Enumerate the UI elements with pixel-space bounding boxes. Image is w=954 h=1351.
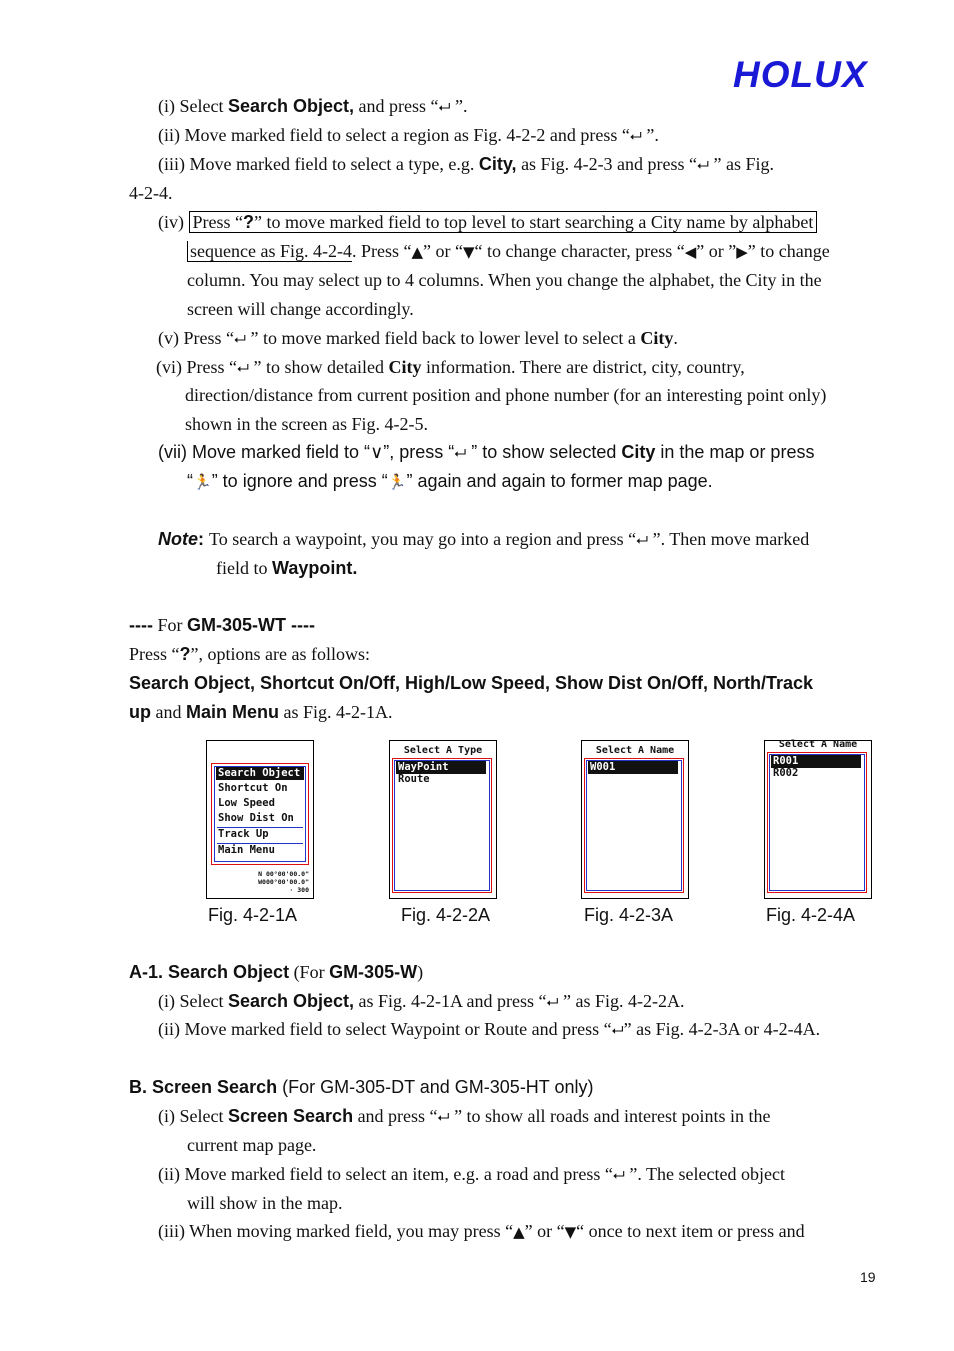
b-step-i: (i) Select Screen Search and press “⮠ ” to show all roads and interest points in the (158, 1102, 771, 1131)
scale-readout: · 300 (289, 886, 309, 894)
up-arrow-icon: ▲ (513, 1223, 525, 1241)
enter-icon: ⮠ (454, 444, 467, 462)
a1-step-i: (i) Select Search Object, as Fig. 4-2-1A and press “⮠ ” as Fig. 4-2-2A. (158, 987, 685, 1016)
enter-icon: ⮠ (437, 1108, 450, 1126)
b-step-iii: (iii) When moving marked field, you may press “▲” or “▼“ once to next item or press and (158, 1217, 805, 1246)
enter-icon: ⮠ (612, 1166, 625, 1184)
figure-4-2-1a (206, 740, 314, 899)
note-line2: field to Waypoint. (216, 558, 358, 578)
enter-icon: ⮠ (611, 1021, 624, 1039)
figure-title: Select A Name (778, 739, 858, 750)
b-step-ii: (ii) Move marked field to select an item, e.g. a road and press “⮠ ”. The selected object (158, 1160, 785, 1189)
enter-icon: ⮠ (438, 98, 451, 116)
step-iii-cont: 4-2-4. (129, 183, 173, 203)
figure-4-2-4a (764, 740, 872, 899)
caption-4-2-1a: Fig. 4-2-1A (208, 905, 298, 925)
menu-item-main-menu: Main Menu (218, 844, 275, 856)
step-iv: (iv) Press “?” to move marked field to top level to start searching a City name by alphabet (158, 208, 817, 236)
down-arrow-icon: ▼ (463, 243, 475, 261)
menu-item-show-dist: Show Dist On (218, 812, 294, 824)
b-heading: B. Screen Search (For GM-305-DT and GM-305-HT only) (129, 1077, 594, 1097)
step-ii: (ii) Move marked field to select a region as Fig. 4-2-2 and press “⮠ ”. (158, 121, 659, 150)
page-number: 19 (860, 1269, 876, 1285)
step-vii-line2: “🏃” to ignore and press “🏃” again and again to former map page. (187, 467, 713, 496)
note: Note: To search a waypoint, you may go into a region and press “⮠ ”. Then move marked (158, 525, 809, 554)
b-step-i-line2: current map page. (187, 1135, 317, 1155)
enter-icon: ⮠ (636, 531, 649, 549)
b-step-ii-line2: will show in the map. (187, 1193, 343, 1213)
figure-4-2-2a (389, 740, 497, 899)
enter-icon: ⮠ (629, 127, 642, 145)
menu-item-shortcut: Shortcut On (218, 782, 288, 794)
step-iv-line3: column. You may select up to 4 columns. When you change the alphabet, the City in the (187, 270, 822, 290)
step-vi: (vi) Press “⮠ ” to show detailed City information. There are district, city, country, (156, 353, 745, 382)
step-vi-line2: direction/distance from current position and phone number (for an interesting point only) (185, 385, 827, 405)
a1-step-ii: (ii) Move marked field to select Waypoint or Route and press “⮠” as Fig. 4-2-3A or 4-2-4A. (158, 1015, 820, 1044)
figure-title: Select A Type (403, 745, 483, 756)
list-item-w001: W001 (588, 761, 678, 774)
running-man-icon: 🏃 (193, 473, 212, 491)
menu-item-search-object: Search Object (216, 767, 304, 780)
up-arrow-icon: ▲ (411, 243, 424, 261)
menu-item-track-up: Track Up (218, 828, 269, 840)
menu-item-speed: Low Speed (218, 797, 275, 809)
enter-icon: ⮠ (697, 156, 710, 174)
enter-icon: ⮠ (233, 330, 246, 348)
v-icon: ∨ (370, 442, 384, 462)
caption-4-2-4a: Fig. 4-2-4A (766, 905, 856, 925)
options-line1: Search Object, Shortcut On/Off, High/Low Speed, Show Dist On/Off, North/Track (129, 673, 814, 693)
figure-title: Select A Name (595, 745, 675, 756)
wt-heading: ---- For GM-305-WT ---- (129, 615, 315, 635)
latitude-readout: N 00°00'00.0" (258, 870, 309, 878)
list-item-r001: R001 (771, 755, 861, 768)
right-arrow-icon: ▶ (736, 243, 748, 261)
press-line: Press “?”, options are as follows: (129, 644, 370, 664)
list-item-route: Route (398, 773, 430, 785)
step-iv-line2: sequence as Fig. 4-2-4. Press “▲” or “▼“ to change character, press “◀” or ”▶” to change (187, 237, 830, 266)
list-item-r002: R002 (773, 767, 799, 779)
left-arrow-icon: ◀ (684, 243, 697, 261)
step-vii: (vii) Move marked field to “∨”, press “⮠ ” to show selected City in the map or press (158, 438, 814, 467)
holux-logo: HOLUX (733, 54, 868, 95)
longitude-readout: W000°00'00.0" (258, 878, 309, 886)
running-man-icon: 🏃 (387, 473, 407, 491)
options-line2: up and Main Menu as Fig. 4-2-1A. (129, 702, 393, 722)
caption-4-2-2a: Fig. 4-2-2A (401, 905, 491, 925)
caption-4-2-3a: Fig. 4-2-3A (584, 905, 674, 925)
figure-4-2-3a (581, 740, 689, 899)
step-iv-line4: screen will change accordingly. (187, 299, 414, 319)
question-icon: ? (243, 212, 254, 232)
step-v: (v) Press “⮠ ” to move marked field back to lower level to select a City. (158, 324, 678, 353)
a1-heading: A-1. Search Object (For GM-305-W) (129, 962, 424, 982)
down-arrow-icon: ▼ (564, 1223, 577, 1241)
step-i: (i) Select Search Object, and press “⮠ ”. (158, 92, 468, 121)
question-icon: ? (179, 644, 191, 664)
step-vi-line3: shown in the screen as Fig. 4-2-5. (185, 414, 428, 434)
list-item-waypoint: WayPoint (396, 761, 486, 774)
step-iii: (iii) Move marked field to select a type, e.g. City, as Fig. 4-2-3 and press “⮠ ” as Fig. (158, 150, 774, 179)
enter-icon: ⮠ (236, 359, 249, 377)
enter-icon: ⮠ (546, 993, 559, 1011)
